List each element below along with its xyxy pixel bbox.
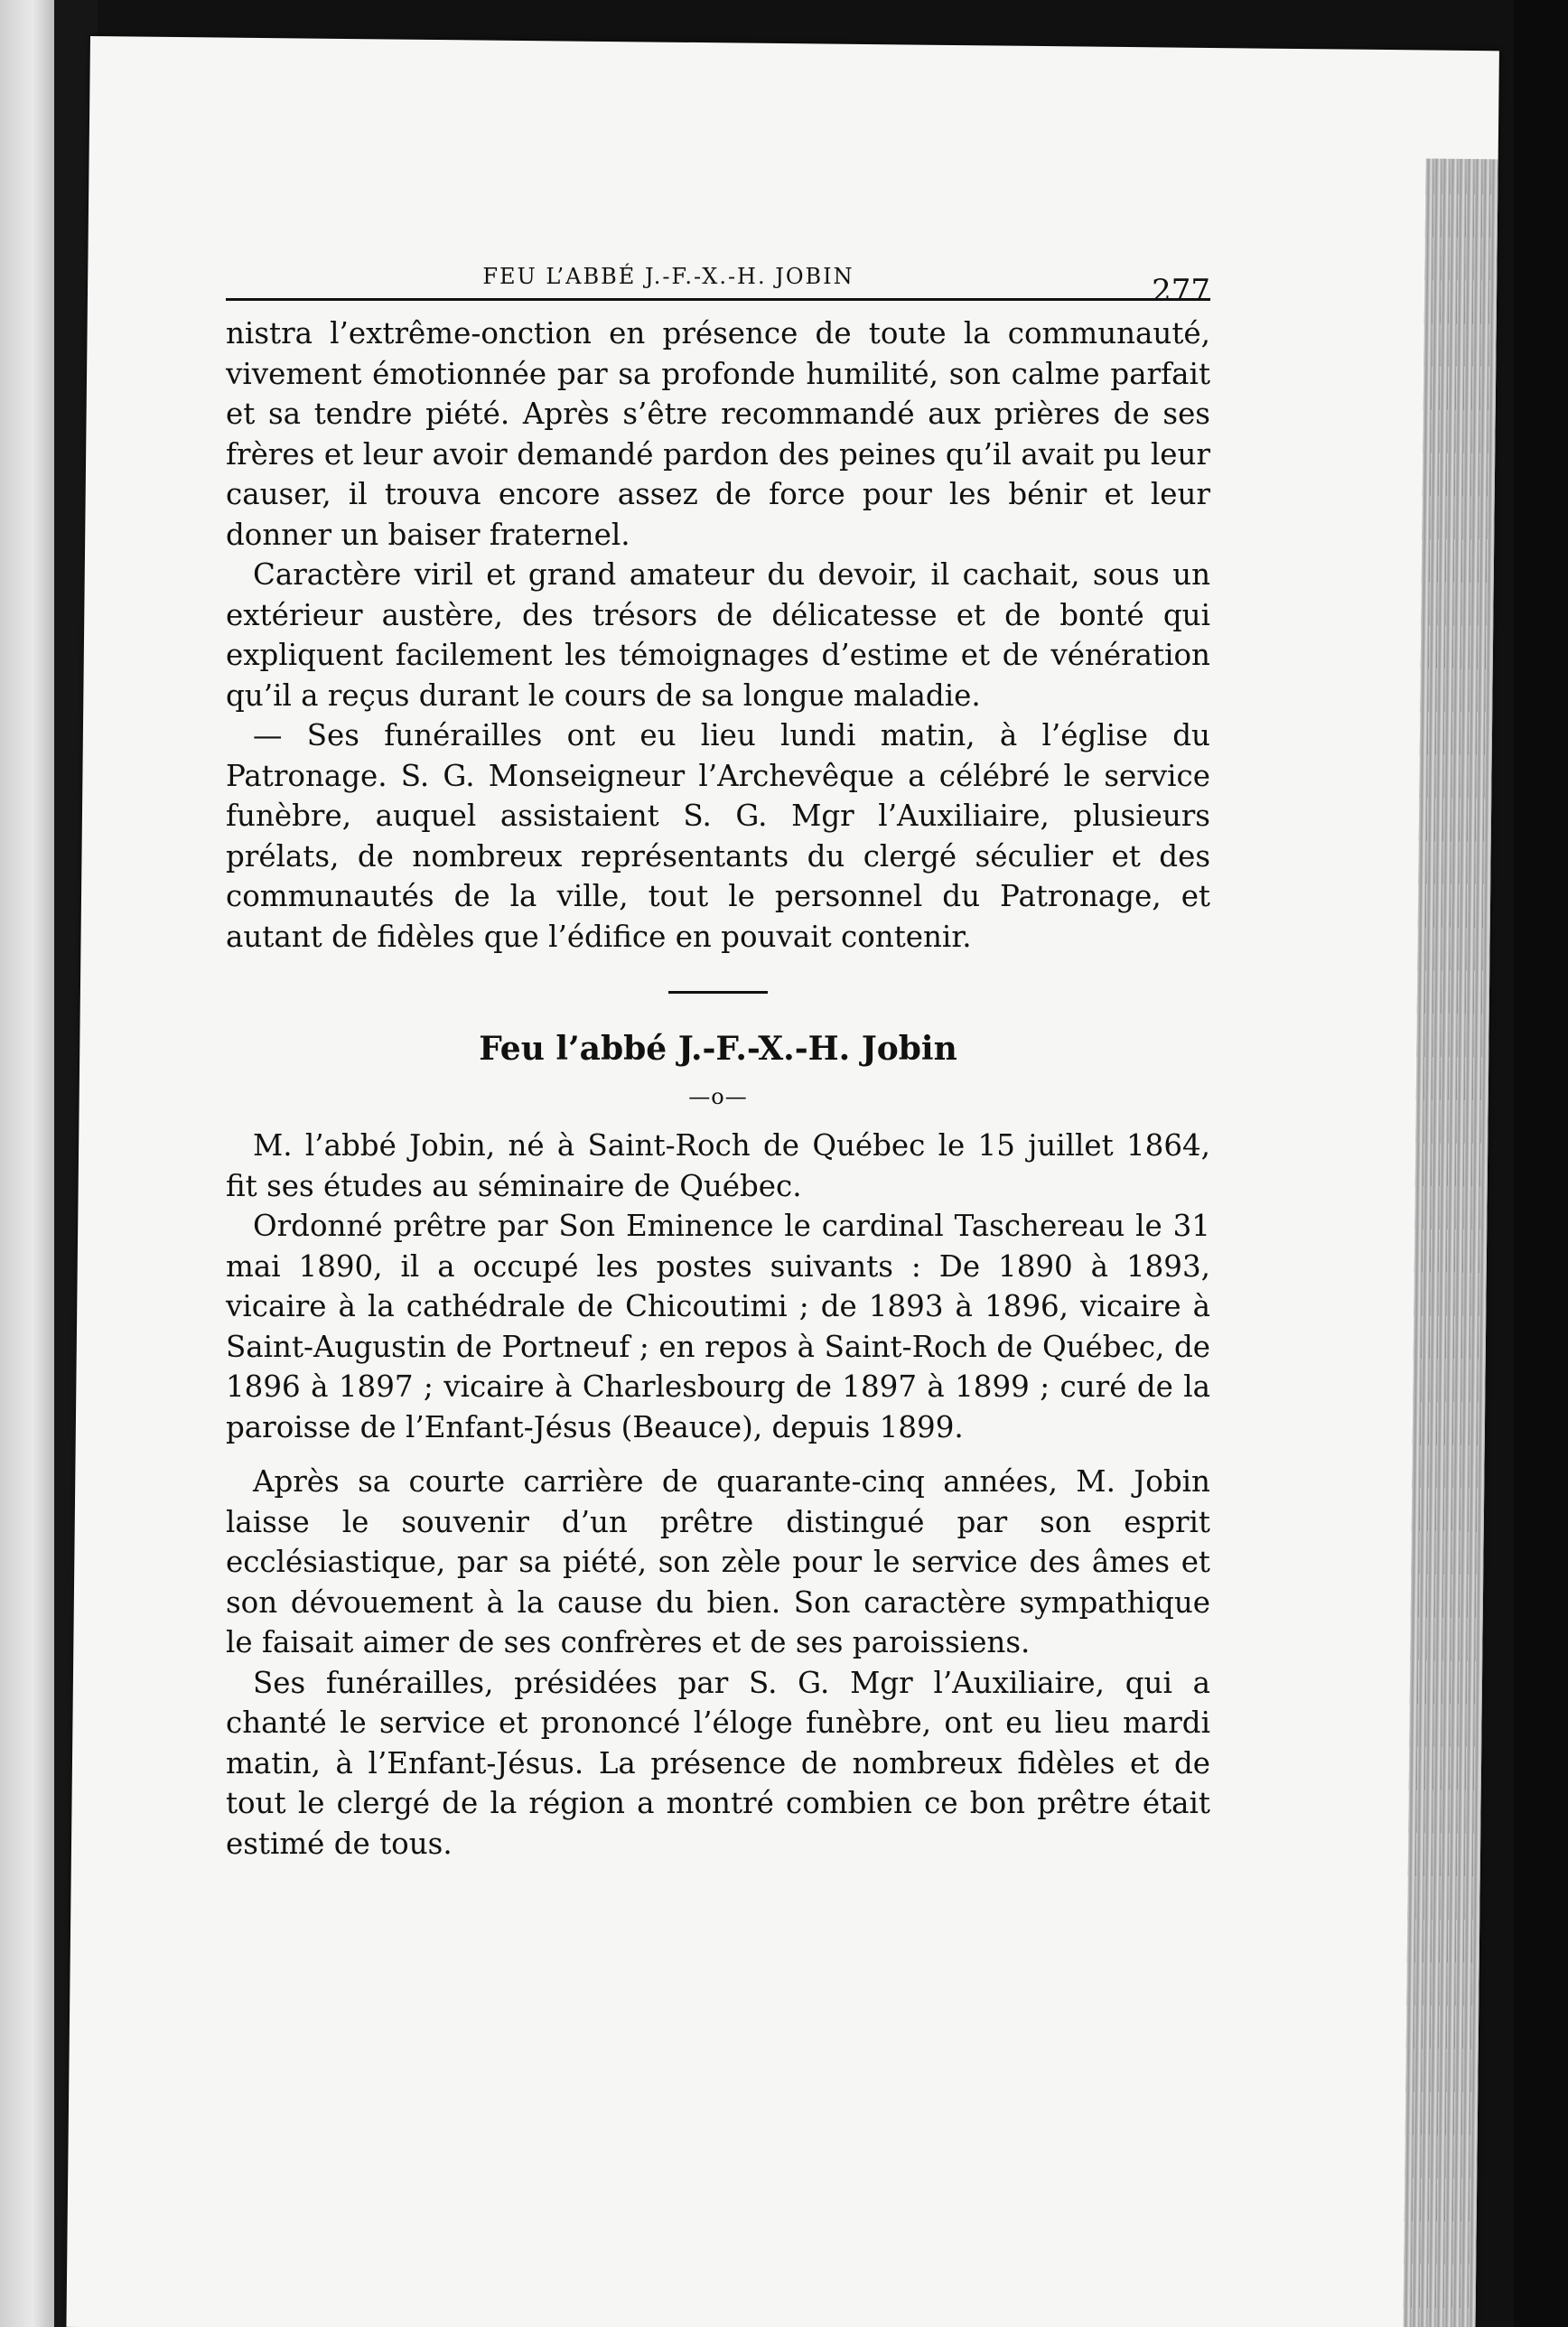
running-title: FEU L’ABBÉ J.-F.-X.-H. JOBIN (482, 264, 854, 289)
paragraph: nistra l’extrême-onction en présence de toute la communauté, vivement émotionnée par sa profonde humilité, son calme parfait et sa tendre piété. Après s’être recommandé aux prières de ses frères et leur avoir demandé pardon des peines qu’il avait pu leur causer, il trouva encore assez de force pour les bénir et leur donner un baiser fraternel. (226, 316, 1210, 552)
paragraph: Caractère viril et grand amateur du devoir, il cachait, sous un extérieur austère, des trésors de délicatesse et de bonté qui expliquent facilement les témoignages d’estime et de vénération qu’il a reçus durant le cours de sa longue maladie. (226, 557, 1210, 713)
page-number: 277 (1152, 273, 1210, 309)
page-stack-edges (1403, 158, 1498, 2327)
paragraph: Ordonné prêtre par Son Eminence le cardinal Taschereau le 31 mai 1890, il a occupé les postes suivants : De 1890 à 1893, vicaire à la cathédrale de Chicoutimi ; de 1893 à 1896, vicaire à Saint-Augustin de Portneuf ; en repos à Saint-Roch de Québec, de 1896 à 1897 ; vicaire à Charlesbourg de 1897 à 1899 ; curé de la paroisse de l’Enfant-Jésus (Beauce), depuis 1899. (226, 1209, 1210, 1444)
paragraph: — Ses funérailles ont eu lieu lundi matin, à l’église du Patronage. S. G. Monseigneur l’Archevêque a célébré le service funèbre, auquel assistaient S. G. Mgr l’Auxiliaire, plusieurs prélats, de nombreux représentants du clergé séculier et des communautés de la ville, tout le personnel du Patronage, et autant de fidèles que l’édifice en pouvait contenir. (226, 718, 1210, 954)
running-header (226, 235, 1210, 309)
paragraph: Ses funérailles, présidées par S. G. Mgr l’Auxiliaire, qui a chanté le service et prononcé l’éloge funèbre, ont eu lieu mardi matin, à l’Enfant-Jésus. La présence de nombreux fidèles et de tout le clergé de la région a montré combien ce bon prêtre était estimé de tous. (226, 1665, 1210, 1861)
paragraph-spacer (226, 1447, 1210, 1462)
scan-background-edge (1514, 0, 1568, 2327)
paragraph: Après sa courte carrière de quarante-cinq années, M. Jobin laisse le souvenir d’un prêtre distingué par son esprit ecclésiastique, par sa piété, son zèle pour le service des âmes et son dévouement à la cause du bien. Son caractère sympathique le faisait aimer de ses confrères et de ses paroissiens. (226, 1464, 1210, 1659)
title-ornament: —o— (688, 1084, 748, 1109)
page-content (226, 235, 1210, 1864)
section-divider (668, 991, 768, 994)
paragraph: M. l’abbé Jobin, né à Saint-Roch de Québec le 15 juillet 1864, fit ses études au séminaire de Québec. (226, 1128, 1210, 1203)
previous-page-edge (0, 0, 54, 2327)
section-title: Feu l’abbé J.-F.-X.-H. Jobin (479, 1030, 957, 1068)
